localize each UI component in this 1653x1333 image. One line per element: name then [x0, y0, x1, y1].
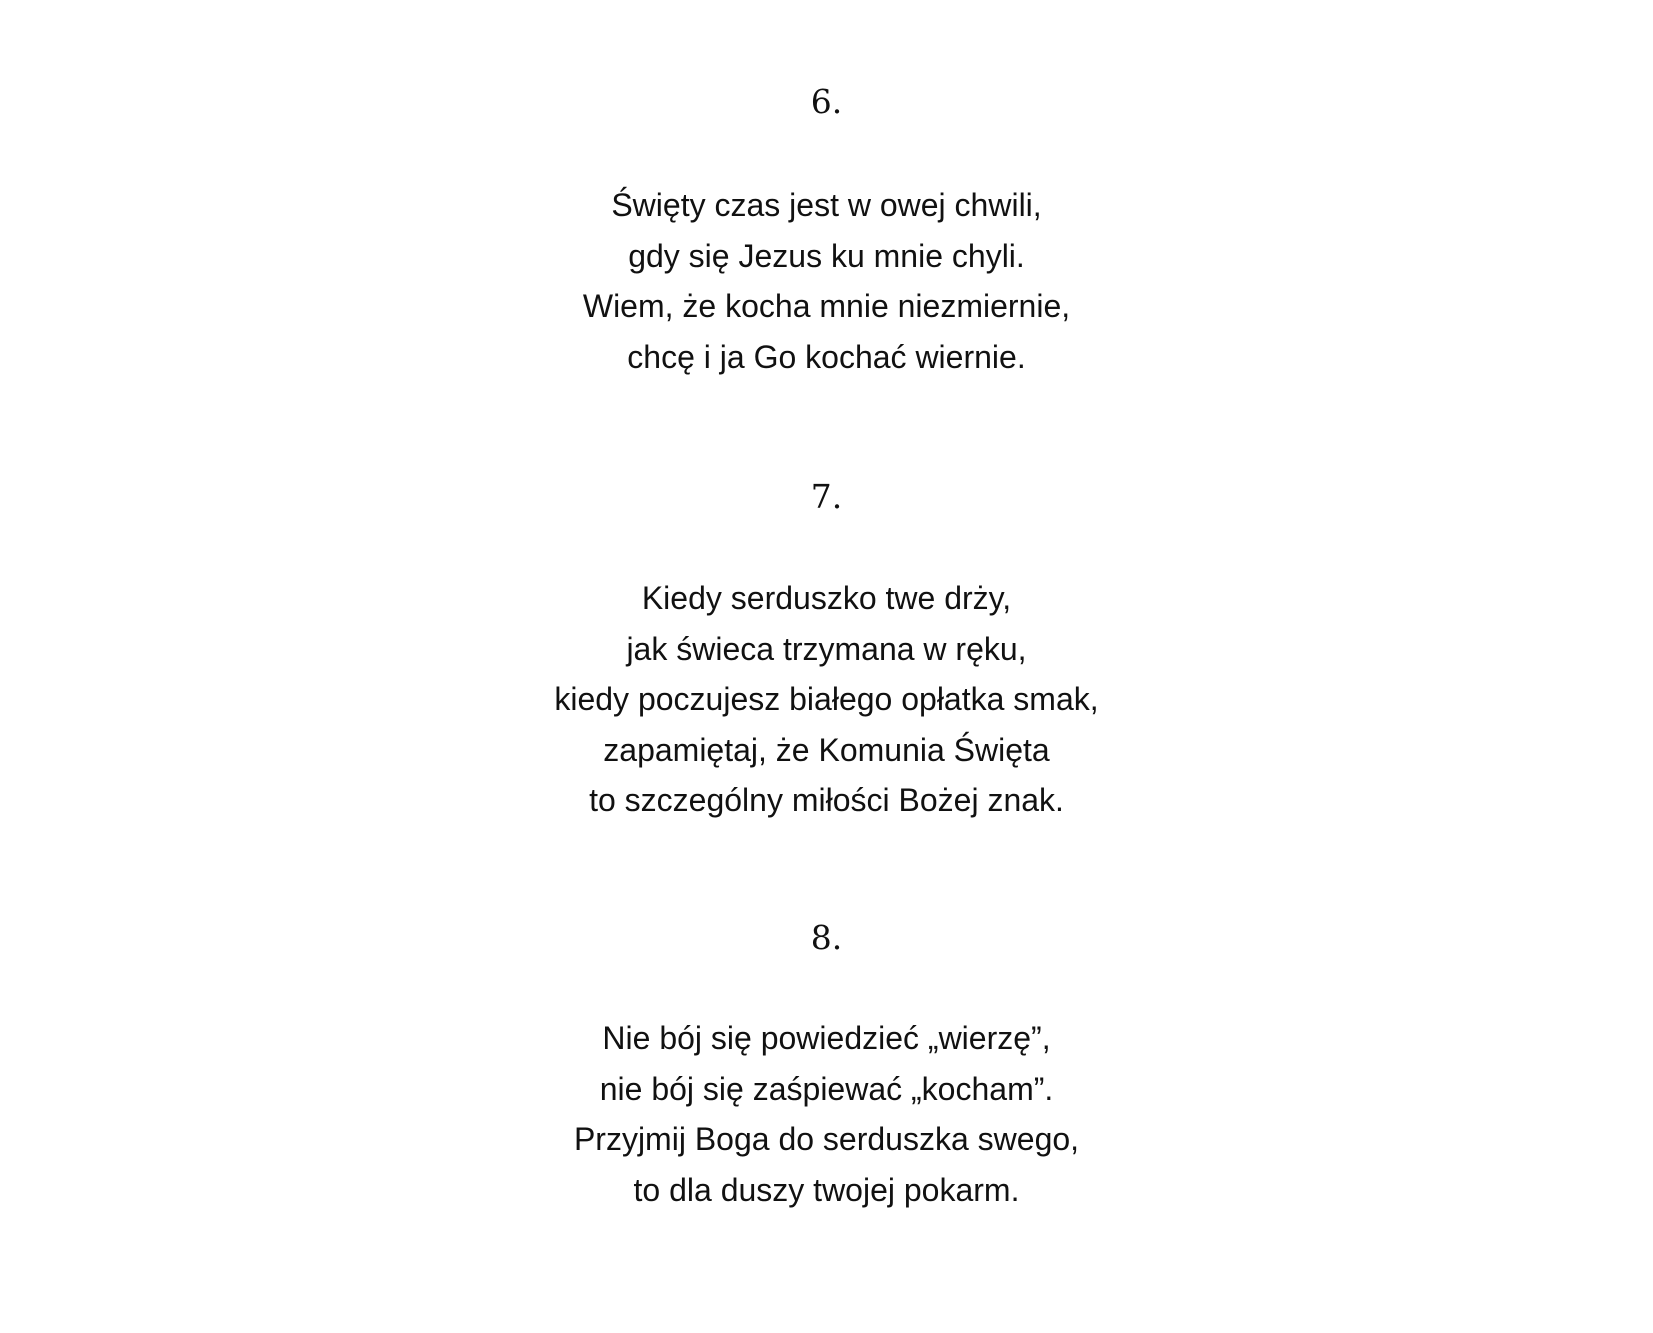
stanza-7	[0, 573, 1653, 826]
stanza-line: Wiem, że kocha mnie niezmiernie,	[582, 288, 1071, 324]
stanza-line: Przyjmij Boga do serduszka swego,	[573, 1121, 1080, 1157]
stanza-line: chcę i ja Go kochać wiernie.	[627, 338, 1026, 375]
stanza-line: Kiedy serduszko twe drży,	[641, 580, 1012, 616]
stanza-line: Święty czas jest w owej chwili,	[611, 187, 1042, 223]
stanza-6	[0, 180, 1653, 382]
stanza-number: 6.	[810, 82, 843, 121]
stanza-line: jak świeca trzymana w ręku,	[626, 630, 1027, 667]
stanza-number: 8.	[810, 918, 843, 957]
stanza-line: nie bój się zaśpiewać „kocham”.	[599, 1070, 1054, 1107]
stanza-line: Nie bój się powiedzieć „wierzę”,	[602, 1020, 1051, 1056]
stanza-line: to szczególny miłości Bożej znak.	[589, 782, 1064, 818]
stanza-8	[0, 1013, 1653, 1215]
stanza-line: to dla duszy twojej pokarm.	[633, 1171, 1020, 1208]
stanza-line: zapamiętaj, że Komunia Święta	[603, 731, 1050, 768]
stanza-line: gdy się Jezus ku mnie chyli.	[628, 237, 1025, 274]
stanza-number: 7.	[810, 477, 843, 516]
stanza-line: kiedy poczujesz białego opłatka smak,	[554, 681, 1099, 717]
